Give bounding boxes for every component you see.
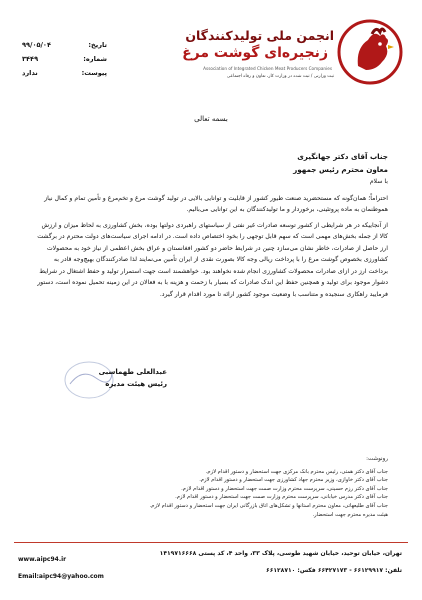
meta-number-value: ۳۴۴۹ bbox=[22, 55, 39, 63]
cc-item: جناب آقای دکتر مدرس خیابانی، سرپرست محترم وزارت صمت جهت استحضار و دستور اقدام لازم. bbox=[175, 494, 388, 501]
footer-phone: تلفن: ۶۶۱۲۹۹۱۷ - ۶۶۴۲۷۱۷۳ فکس: ۶۶۱۲۸۷۱۰ bbox=[266, 567, 402, 574]
meta-attachment-value: ندارد bbox=[22, 69, 38, 77]
org-english-name: Association of Integrated Chicken Meat Producers Companies bbox=[203, 66, 332, 71]
signer-title: رئیس هیئت مدیره bbox=[105, 380, 167, 388]
cc-list bbox=[58, 455, 388, 519]
paragraph-1: احتراماً؛ همان‌گونه که مستحضرید صنعت طیور کشور از قابلیت و توانایی بالایی در تولید گوشت مرغ و تخم‌مرغ و تأمین تمام و کمال نیاز هموطنمان به ماده پروتئینی، برخوردار و ما تولیدکنندگان به این توانایی می‌بالیم. bbox=[44, 194, 388, 213]
addressee-title: معاون محترم رئیس جمهور bbox=[293, 165, 388, 174]
meta-date bbox=[22, 38, 107, 52]
footer-email-link[interactable]: Email:aipc94@yahoo.com bbox=[18, 573, 104, 580]
cc-item: جناب آقای دکتر خاوازی، وزیر محترم جهاد کشاورزی جهت استحضار و دستور اقدام لازم. bbox=[199, 477, 388, 484]
cc-title: رونوشت: bbox=[366, 456, 388, 462]
cc-item: هیئت مدیره محترم جهت استحضار. bbox=[312, 511, 388, 518]
meta-attachment bbox=[22, 66, 107, 80]
paragraph-2: از آنجاییکه در هر شرایطی از کشور توسعه صادرات غیر نفتی از سیاستهای راهبردی دولتها بوده، بخش کشاورزی به لحاظ میزان و ارزش کالا از جمله بخش‌های مهمی است که سهم قابل توجهی را بخود اختصاص داده است. در ادامه اجرای سیاست‌های دولت محترم در برگشت ارز حاصل از صادرات، خاطر نشان می‌سازد چنین در شرایط حاضر دو کشور افغانستان و عراق بخش اعظمی از نیاز خود به محصولات کشاورزی بخصوص گوشت مرغ را با پرداخت ریالی وجه کالا بصورت نقدی از ایران تأمین می‌نمایند لذا صادرکنندگان بهیچ‌وجه قادر به برداخت ارز در ازای صادرات محصولات کشاورزی انجام شده نخواهند بود. خواهشمند است جهت استمرار تولید و حفظ اشتغال در شرایط دشوار موجود برای تولید و همچنین حفظ این اندک صادرات که بسیار با زحمت و هزینه با به فعالان در این زمینه تحمیل نموده است، دستور فرمایید راهکاری سنجیده و متناسب با وضعیت موجود کشور ارائه تا مورد اقدام قرار گیرد. bbox=[37, 221, 388, 298]
footer-divider bbox=[14, 542, 408, 543]
rooster-logo-icon bbox=[336, 18, 404, 86]
org-title: انجمن ملی تولیدکنندگان bbox=[185, 28, 334, 43]
footer-address: تهران، خیابان توحید، خیابان شهید طوسی، پلاک ۳۳، واحد ۴، کد پستی ۱۴۱۹۷۱۶۶۶۸ bbox=[159, 550, 402, 557]
meta-number bbox=[22, 52, 107, 66]
meta-attachment-label: پیوست: bbox=[81, 69, 107, 77]
cc-item: جناب آقای دکتر رزم حسینی، سرپرست محترم وزارت صمت جهت استحضار و دستور اقدام لازم. bbox=[181, 485, 388, 492]
org-subtitle: زنجیره‌ای گوشت مرغ bbox=[182, 45, 328, 61]
meta-date-label: تاریخ: bbox=[88, 41, 107, 49]
addressee-name: جناب آقای دکتر جهانگیری bbox=[297, 152, 388, 161]
letter-body bbox=[33, 150, 388, 300]
cc-item: جناب آقای طلیعهاتی، معاون محترم استانها و تشکل‌های اتاق بازرگانی ایران جهت استحضار و دستور اقدام لازم. bbox=[149, 502, 388, 509]
meta-date-value: ۹۹/۰۵/۰۴ bbox=[22, 41, 51, 49]
greeting: با سلام bbox=[369, 178, 388, 185]
cc-item: جناب آقای دکتر همتی، رئیس محترم بانک مرکزی جهت استحضار و دستور اقدام لازم. bbox=[205, 468, 388, 475]
footer-website-link[interactable]: www.aipc94.ir bbox=[18, 556, 67, 563]
signer-name: عبدالعلی طهماسبی bbox=[98, 368, 167, 376]
bismillah: بسمه تعالی bbox=[194, 115, 228, 123]
org-registration: ثبت وزارتی / ثبت شده در وزارت کار، تعاون و رفاه اجتماعی bbox=[226, 74, 334, 79]
letter-meta bbox=[22, 38, 107, 80]
meta-number-label: شماره: bbox=[83, 55, 107, 63]
signature-block bbox=[97, 366, 167, 390]
